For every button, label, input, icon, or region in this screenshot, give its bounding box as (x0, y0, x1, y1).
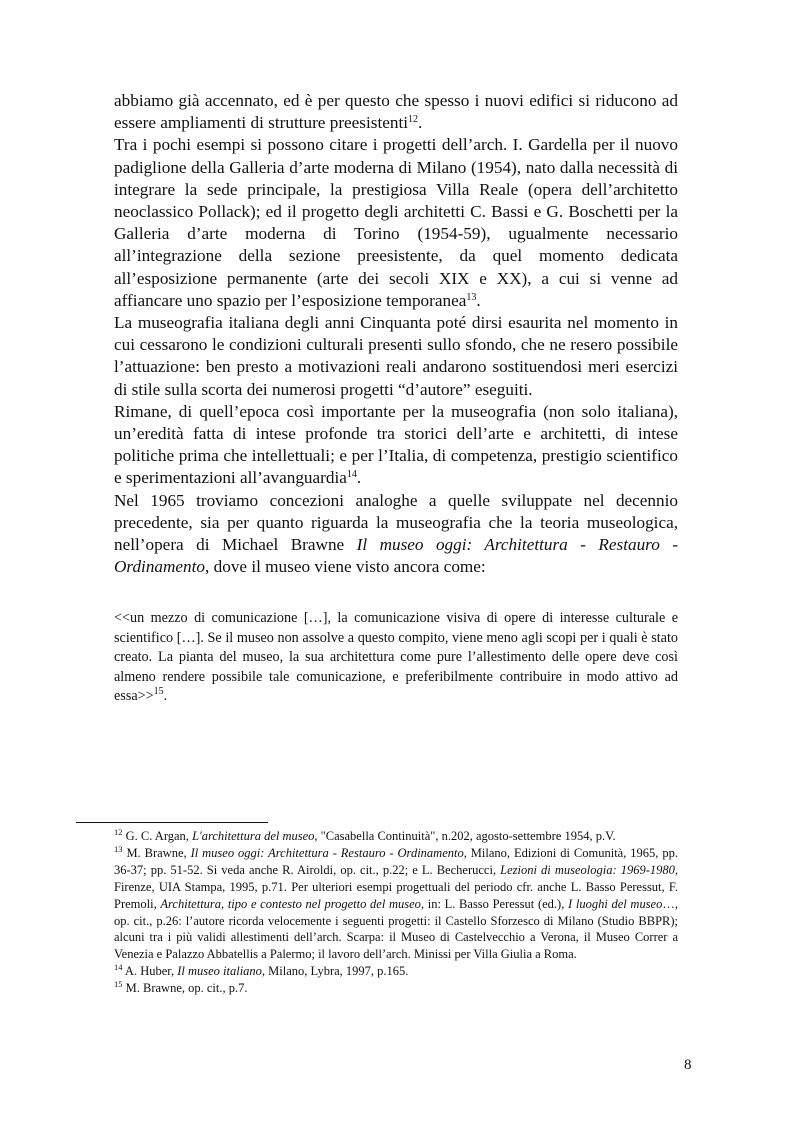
footnote-14: $^{14}$ A. Huber, Il museo italiano, Milano, Lybra, 1997, p.165. (114, 962, 409, 979)
footnote-ref[interactable]: 12 (408, 114, 419, 126)
page-number: 8 (684, 1057, 692, 1073)
paragraph: La museografia italiana degli anni Cinquanta poté dirsi esaurita nel momento in cui cessarono le condizioni culturali presenti sullo sfondo, che ne resero possibile l’attuazione: ben presto a motivazioni reali andarono sostituendosi meri esercizi di stile sulla scorta dei numerosi progetti “d’autore” eseguiti. (114, 313, 678, 399)
footnote-ref[interactable]: 15 (153, 686, 164, 698)
footnote-15: $^{15}$ M. Brawne, op. cit., p.7. (114, 979, 248, 996)
paragraph: abbiamo già accennato, ed è per questo che spesso i nuovi edifici si riducono ad essere ampliamenti di strutture preesistenti$^{12}$. (114, 91, 678, 133)
paragraph: Tra i pochi esempi si possono citare i progetti dell’arch. I. Gardella per il nuovo padiglione della Galleria d’arte moderna di Milano (1954), nato dalla necessità di integrare la sede principale, la prestigiosa Villa Reale (opera dell’architetto neoclassico Pollack); ed il progetto degli architetti C. Bassi e G. Boschetti per la Galleria d’arte moderna di Torino (1954-59), ugualmente necessario all’integrazione della sezione preesistente, da quel momento dedicata all’esposizione permanente (arte dei secoli XIX e XX), a cui si venne ad affiancare uno spazio per l’esposizione temporanea$^{13}$. (114, 135, 678, 310)
footnote-ref[interactable]: 13 (466, 291, 477, 303)
footnote-12: $^{12}$ G. C. Argan, L'architettura del museo, "Casabella Continuità", n.202, agosto-settembre 1954, p.V. (114, 827, 616, 843)
footnote-separator (76, 822, 268, 823)
footnote-13: $^{13}$ M. Brawne, Il museo oggi: Architettura - Restauro - Ordinamento, Milano, Edizioni di Comunità, 1965, pp. 36-37; pp. 51-52. Si veda anche R. Airoldi, op. cit., p.22; e L. Becherucci, Lezioni di museologia: 1969-1980, Firenze, UIA Stampa, 1995, p.71. Per ulteriori esempi progettuali del periodo cfr. anche L. Basso Peressut, F. Premoli, Architettura, tipo e contesto nel progetto del museo, in: L. Basso Peressut (ed.), I luoghi del museo…, op. cit., p.26: l’autore ricorda velocemente i seguenti progetti: il Castello Sforzesco di Milano (Studio BBPR); alcuni tra i più validi allestimenti dell’arch. Scarpa: il Museo di Castelvecchio a Verona, il Museo Correr a Venezia e Palazzo Abbatellis a Palermo; il lavoro dell’arch. Minissi per Villa Giulia a Roma. (114, 843, 678, 962)
body-text (114, 90, 678, 578)
book-title: Il museo oggi: Architettura - Restauro - Ordinamento, (114, 535, 678, 577)
paragraph: Nel 1965 troviamo concezioni analoghe a quelle sviluppate nel decennio precedente, sia per quanto riguarda la museografia che la teoria museologica, nell’opera di Michael Brawne Il museo oggi: Architettura - Restauro - Ordinamento, dove il museo viene visto ancora come: (114, 490, 678, 577)
block-quote: <<un mezzo di comunicazione […], la comunicazione visiva di opere di interesse culturale e scientifico […]. Se il museo non assolve a questo compito, viene meno agli scopi per i quali è stato creato. La pianta del museo, la sua architettura come pure l’allestimento delle opere deve così almeno rendere possibile tale comunicazione, e preferibilmente contribuire in modo attivo ad essa>>$^{15}$. (114, 610, 678, 705)
footnote-ref[interactable]: 14 (346, 469, 357, 481)
footnotes (114, 828, 678, 997)
paragraph: Rimane, di quell’epoca così importante per la museografia (non solo italiana), un’eredità fatta di intese profonde tra storici dell’arte e architetti, di intese politiche prima che intellettuali; e per l’Italia, di competenza, prestigio scientifico e sperimentazioni all’avanguardia$^{14}$. (114, 401, 678, 488)
